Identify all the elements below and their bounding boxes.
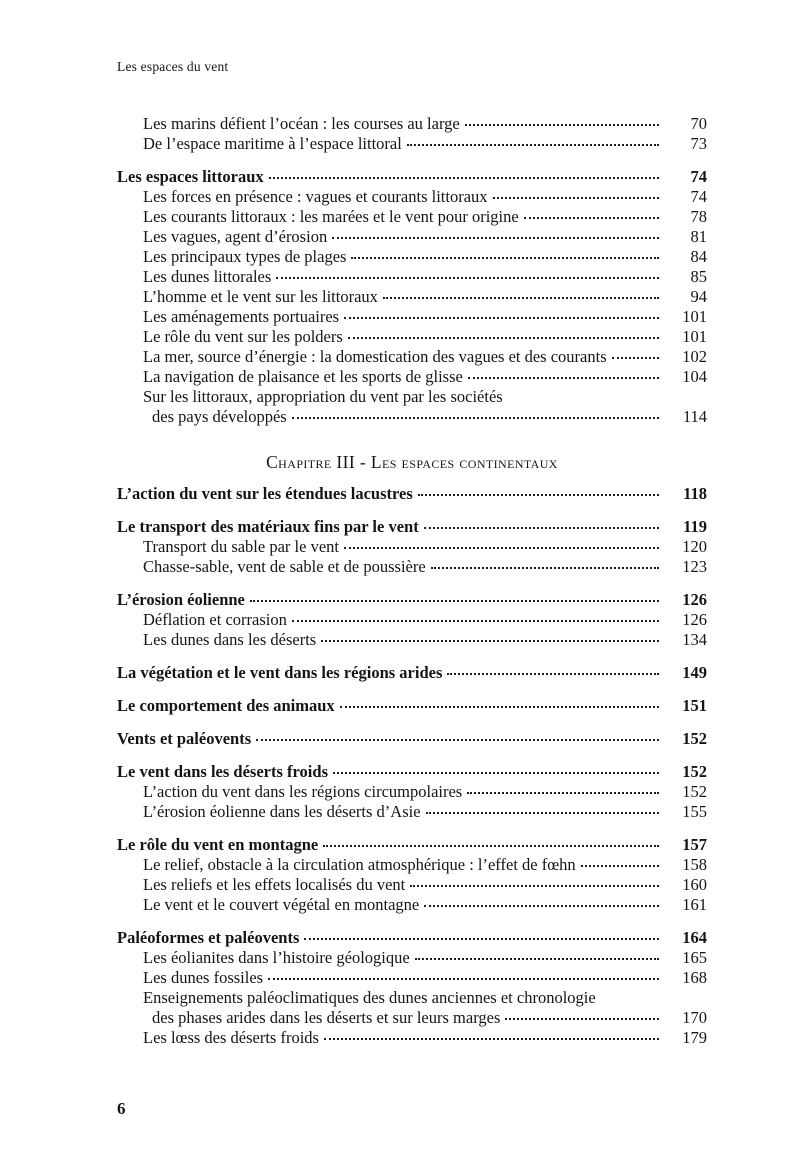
toc-entry-label: La navigation de plaisance et les sports de glisse: [143, 367, 463, 386]
toc-entry-label: des phases arides dans les déserts et sur leurs marges: [152, 1008, 501, 1027]
toc-entry-page: 114: [682, 407, 707, 426]
toc-entry: [117, 247, 707, 267]
toc-entry: [117, 557, 707, 577]
toc-entry-page: 74: [690, 187, 707, 206]
toc-entry-page: 119: [683, 517, 707, 536]
toc-entry: [117, 610, 707, 630]
toc-entry-page: 179: [682, 1028, 707, 1047]
toc-entry: [117, 307, 707, 327]
toc-entry-page: 78: [690, 207, 707, 226]
toc-entry-label: Les dunes dans les déserts: [143, 630, 317, 649]
toc-entry-page: 170: [682, 1008, 707, 1027]
running-header: Les espaces du vent: [117, 59, 229, 74]
toc-entry-label: Les éolianites dans l’histoire géologique: [143, 948, 410, 967]
toc-entry: [117, 484, 707, 504]
toc-entry: [117, 537, 707, 557]
toc-entry-page: 84: [690, 247, 707, 266]
toc-entry: [117, 630, 707, 650]
toc-entry-page: 120: [682, 537, 707, 556]
toc-entry-page: 74: [690, 167, 707, 186]
toc-entry-page: 157: [682, 835, 707, 854]
toc-entry-label: Les courants littoraux : les marées et le vent pour origine: [143, 207, 519, 226]
toc-entry-page: 104: [682, 367, 707, 386]
toc-entry-label: Les espaces littoraux: [117, 167, 264, 186]
toc-entry-label: L’action du vent dans les régions circumpolaires: [143, 782, 463, 801]
toc-entry: [117, 517, 707, 537]
toc-entry: [117, 267, 707, 287]
toc-entry: [117, 347, 707, 367]
toc-entry: [117, 802, 707, 822]
toc-entry-label: Enseignements paléoclimatiques des dunes anciennes et chronologie: [143, 988, 596, 1007]
toc-entry: [117, 327, 707, 347]
toc-entry-label: Le relief, obstacle à la circulation atmosphérique : l’effet de fœhn: [143, 855, 576, 874]
toc-entry-label: Chasse-sable, vent de sable et de poussière: [143, 557, 426, 576]
toc-entry-label: Paléoformes et paléovents: [117, 928, 300, 947]
toc-entry: [117, 114, 707, 134]
toc-entry: [117, 227, 707, 247]
toc-entry-page: 151: [682, 696, 707, 715]
toc-entry-page: 94: [690, 287, 707, 306]
toc-entry-page: 165: [682, 948, 707, 967]
toc-entry: [117, 663, 707, 683]
toc-entry: [117, 167, 707, 187]
toc-entry-label: Déflation et corrasion: [143, 610, 287, 629]
toc-entry-label: Le rôle du vent en montagne: [117, 835, 319, 854]
toc-entry-page: 102: [682, 347, 707, 366]
table-of-contents: [117, 114, 707, 1048]
toc-entry-label: des pays développés: [152, 407, 287, 426]
toc-entry: [117, 1028, 707, 1048]
toc-entry-page: 85: [690, 267, 707, 286]
toc-entry-label: Le vent dans les déserts froids: [117, 762, 328, 781]
toc-entry-label: Les forces en présence : vagues et courants littoraux: [143, 187, 488, 206]
toc-entry: [117, 968, 707, 988]
toc-entry: [117, 187, 707, 207]
toc-entry: [117, 729, 707, 749]
toc-entry: [117, 207, 707, 227]
toc-entry: [117, 948, 707, 968]
toc-entry-page: 134: [682, 630, 707, 649]
toc-entry: [117, 590, 707, 610]
toc-entry-page: 158: [682, 855, 707, 874]
toc-entry-label: Le transport des matériaux fins par le vent: [117, 517, 419, 536]
toc-entry-page: 155: [682, 802, 707, 821]
toc-entry-label: Sur les littoraux, appropriation du vent par les sociétés: [143, 387, 503, 406]
toc-entry-page: 73: [690, 134, 707, 153]
toc-entry-page: 118: [683, 484, 707, 503]
toc-entry-page: 123: [682, 557, 707, 576]
toc-entry-label: Les dunes littorales: [143, 267, 272, 286]
toc-entry-page: 152: [682, 782, 707, 801]
toc-entry-page: 126: [682, 610, 707, 629]
toc-entry-label: L’érosion éolienne dans les déserts d’Asie: [143, 802, 421, 821]
toc-entry: [117, 134, 707, 154]
toc-entry-page: 152: [682, 729, 707, 748]
toc-entry: [117, 928, 707, 948]
toc-entry-label: Les dunes fossiles: [143, 968, 264, 987]
toc-entry-label: L’action du vent sur les étendues lacustres: [117, 484, 413, 503]
toc-entry-page: 101: [682, 307, 707, 326]
toc-entry-label: L’érosion éolienne: [117, 590, 245, 609]
toc-entry: [117, 782, 707, 802]
toc-entry-label: Les principaux types de plages: [143, 247, 347, 266]
toc-entry: [117, 762, 707, 782]
toc-entry-page: 152: [682, 762, 707, 781]
toc-entry: [117, 988, 707, 1008]
toc-entry: [117, 387, 707, 407]
toc-entry: [117, 855, 707, 875]
toc-entry: [117, 895, 707, 915]
toc-entry-page: 160: [682, 875, 707, 894]
chapter-heading: Chapitre III - Les espaces continentaux: [266, 452, 558, 472]
toc-entry-label: La mer, source d’énergie : la domestication des vagues et des courants: [143, 347, 607, 366]
toc-entry-label: Transport du sable par le vent: [143, 537, 339, 556]
toc-entry-page: 101: [682, 327, 707, 346]
toc-entry: [117, 287, 707, 307]
toc-entry-label: Les marins défient l’océan : les courses au large: [143, 114, 460, 133]
toc-entry-label: Le rôle du vent sur les polders: [143, 327, 343, 346]
toc-entry-page: 81: [690, 227, 707, 246]
toc-entry: [117, 407, 707, 427]
toc-entry-label: De l’espace maritime à l’espace littoral: [143, 134, 402, 153]
toc-entry-label: Le comportement des animaux: [117, 696, 335, 715]
toc-entry: [117, 1008, 707, 1028]
toc-entry-page: 126: [682, 590, 707, 609]
toc-entry: [117, 696, 707, 716]
toc-entry-label: L’homme et le vent sur les littoraux: [143, 287, 378, 306]
toc-entry: [117, 367, 707, 387]
folio-page-number: 6: [117, 1099, 126, 1118]
toc-entry-label: Vents et paléovents: [117, 729, 252, 748]
toc-entry-label: Les reliefs et les effets localisés du vent: [143, 875, 406, 894]
toc-entry-page: 149: [682, 663, 707, 682]
toc-entry-page: 70: [690, 114, 707, 133]
toc-entry-label: Les vagues, agent d’érosion: [143, 227, 328, 246]
toc-entry-label: La végétation et le vent dans les régions arides: [117, 663, 443, 682]
toc-entry: [117, 875, 707, 895]
toc-entry-label: Les aménagements portuaires: [143, 307, 340, 326]
toc-entry-page: 168: [682, 968, 707, 987]
toc-entry: [117, 835, 707, 855]
toc-entry-label: Le vent et le couvert végétal en montagne: [143, 895, 420, 914]
toc-entry-label: Les lœss des déserts froids: [143, 1028, 319, 1047]
toc-entry-page: 161: [682, 895, 707, 914]
toc-entry-page: 164: [682, 928, 707, 947]
